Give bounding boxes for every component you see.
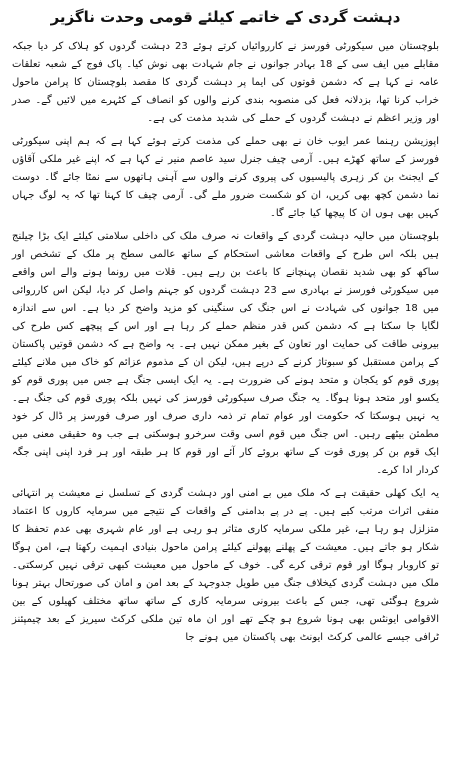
article-paragraph-4: یہ ایک کھلی حقیقت ہے کہ ملک میں بے امنی اور دہشت گردی کے تسلسل نے معیشت پر انتہائی منفی اثرات مرتب کیے ہیں۔ پے در پے بدامنی کے واقعات کے نتیجے میں سرمایہ کاروں کا اعتماد متزلزل ہو رہا ہے، غیر ملکی سرمایہ کاری متاثر ہو رہی ہے اور عام شہری بھی عدم تحفظ کا شکار ہو جاتے ہیں۔ معیشت کے پھلنے پھولنے کیلئے پرامن ماحول بنیادی اہمیت رکھتا ہے، امن ہوگا تو کاروبار ہوگا اور قوم ترقی کرے گی۔ خوف کے ماحول میں معیشت کبھی ترقی نہیں کرسکتی۔ ملک میں دہشت گردی کیخلاف جنگ میں طویل جدوجہد کے بعد امن و امان کی صورتحال بہتر ہونا شروع ہوگئی تھی، جس کے باعث بیرونی سرمایہ کاری کے ساتھ ساتھ مختلف کھیلوں کے بین الاقوامی ایونٹس بھی ہونا شروع ہو چکے تھے اور ان ماہ تین ملکی کرکٹ سیریز کے بعد چیمپئنز ٹرافی جیسے عالمی کرکٹ ایونٹ بھی پاکستان میں ہونے جا bbox=[12, 488, 439, 643]
article-paragraph-3: بلوچستان میں حالیہ دہشت گردی کے واقعات نہ صرف ملک کی داخلی سلامتی کیلئے ایک بڑا چیلنج ہیں بلکہ اس طرح کے واقعات معاشی استحکام کے ساتھ عالمی سطح پر ملک کے تشخص اور ساکھ کو بھی شدید نقصان پہنچانے کا باعث بن رہے ہیں۔ قلات میں رونما ہونے والے اس واقعے میں سیکورٹی فورسز نے بہادری سے 23 دہشت گردوں کو جہنم واصل کر دیا، لیکن اس کارروائی میں 18 جوانوں کی شہادت نے اس جنگ کی سنگینی کو مزید واضح کر دیا ہے۔ اس سے اندازہ لگایا جا سکتا ہے کہ دشمن کس قدر منظم حملے کر رہا ہے اور اس کے پیچھے کس طرح کی بیرونی طاقت کی حمایت اور تعاون کے بغیر ممکن نہیں ہے۔ یہ واضح ہے کہ دشمن قوتیں پاکستان کے پرامن مستقبل کو سبوتاژ کرنے کے درپے ہیں، لیکن ان کے مذموم عزائم کو خاک میں ملانے کیلئے پوری قوم کو یکجان و متحد ہونے کی ضرورت ہے۔ یہ ایک ایسی جنگ ہے جس میں پوری قوم کو یکسو اور متحد ہونا ہوگا۔ یہ جنگ صرف سیکورٹی فورسز کی نہیں بلکہ پوری قوم کی جنگ ہے۔ یہ نہیں ہوسکتا کہ حکومت اور عوام تمام تر ذمہ داری صرف اور صرف فورسز پر ڈال کر خود مطمئن بیٹھے رہیں۔ اس جنگ میں قوم اسی وقت سرخرو ہوسکتی ہے جب وہ حقیقی معنی میں ایک قوم بن کر پوری قوت کے ساتھ بروئے کار آئے اور قوم کا ہر طبقہ اور ہر فرد اپنی اپنی جگہ کردار ادا کرے۔ bbox=[12, 231, 439, 476]
article-paragraph-2: اپوزیشن رہنما عمر ایوب خان نے بھی حملے کی مذمت کرتے ہوئے کہا ہے کہ ہم اپنی سیکورٹی فورسز کے ساتھ کھڑے ہیں۔ آرمی چیف جنرل سید عاصم منیر نے کہا ہے کہ اپنے غیر ملکی آقاؤں کے ایجنٹ بن کر زہری پالیسیوں کی پیروی کرنے والوں سے آہنی ہاتھوں سے نمٹا جائے گا۔ دوست نما دشمن کچھ بھی کریں، ان کو شکست ضرور ملے گی۔ آرمی چیف کا کہنا تھا کہ یہ لوگ جہاں کہیں بھی ہوں ان کا پیچھا کیا جائے گا۔ bbox=[12, 136, 439, 219]
article-paragraph-1: بلوچستان میں سیکورٹی فورسز نے کارروائیاں کرتے ہوئے 23 دہشت گردوں کو ہلاک کر دیا جبکہ مقابلے میں ایف سی کے 18 بہادر جوانوں نے جام شہادت بھی نوش کیا۔ پاک فوج کے شعبہ تعلقات عامہ نے کہا ہے کہ دشمن قوتوں کی ایما پر دہشت گردی کا مقصد بلوچستان کا پرامن ماحول خراب کرنا تھا، بزدلانہ فعل کی منصوبہ بندی کرنے والوں کو انصاف کے کٹہرے میں لائیں گے۔ صدر اور وزیر اعظم نے دہشت گردوں کے حملے کی شدید مذمت کی ہے۔ bbox=[12, 41, 440, 124]
article-headline: دہشت گردی کے خاتمے کیلئے قومی وحدت ناگزیر bbox=[50, 8, 401, 26]
